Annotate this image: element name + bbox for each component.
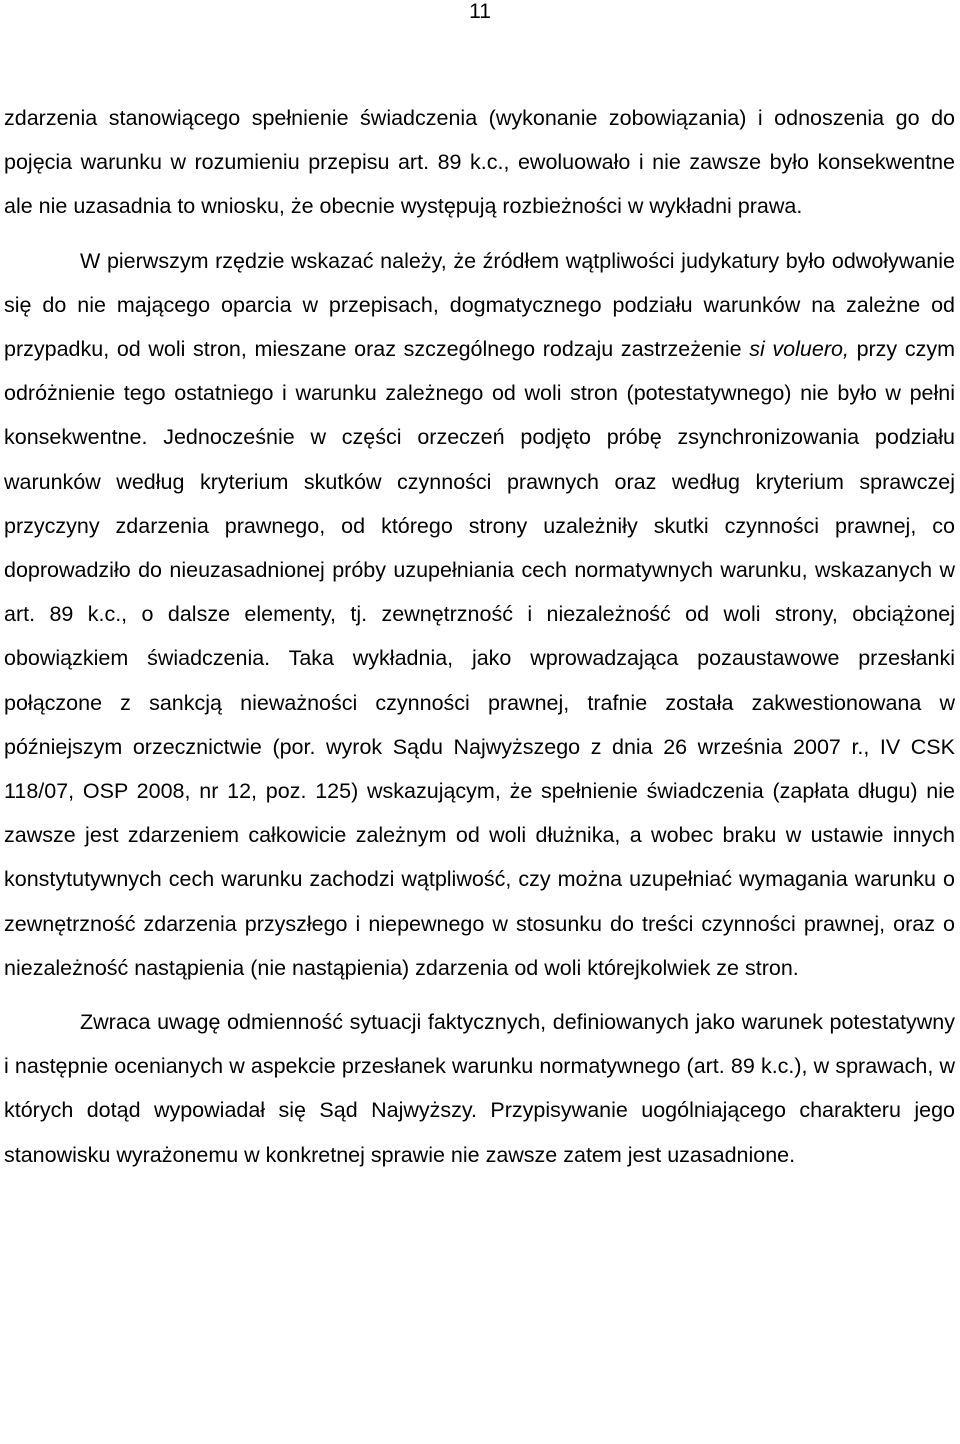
paragraph-2 xyxy=(4,239,955,990)
paragraph-3 xyxy=(4,1000,955,1177)
paragraph-1-text: zdarzenia stanowiącego spełnienie świadczenia (wykonanie zobowiązania) i odnoszenia go do pojęcia warunku w rozumieniu przepisu art. 89 k.c., ewoluowało i nie zawsze było konsekwentne ale nie uzasadnia to wniosku, że obecnie występują rozbieżności w wykładni prawa. xyxy=(4,106,955,219)
paragraph-2-text-2: przy czym odróżnienie tego ostatniego i warunku zależnego od woli stron (potestatywnego) nie było w pełni konsekwentne. Jednocześnie w części orzeczeń podjęto próbę zsynchronizowania podziału warunków według kryterium skutków czynności prawnych oraz według kryterium sprawczej przyczyny zdarzenia prawnego, od którego strony uzależniły skutki czynności prawnej, co doprowadziło do nieuzasadnionej próby uzupełniania cech normatywnych warunku, wskazanych w art. 89 k.c., o dalsze elementy, tj. zewnętrzność i niezależność od woli strony, obciążonej obowiązkiem świadczenia. Taka wykładnia, jako wprowadzająca pozaustawowe przesłanki połączone z sankcją nieważności czynności prawnej, trafnie została zakwestionowana w późniejszym orzecznictwie (por. wyrok Sądu Najwyższego z dnia 26 września 2007 r., IV CSK 118/07, OSP 2008, nr 12, poz. 125) wskazującym, że spełnienie świadczenia (zapłata długu) nie zawsze jest zdarzeniem całkowicie zależnym od woli dłużnika, a wobec braku w ustawie innych konstytutywnych cech warunku zachodzi wątpliwość, czy można uzupełniać wymagania warunku o zewnętrzność zdarzenia przyszłego i niepewnego w stosunku do treści czynności prawnej, oraz o niezależność nastąpienia (nie nastąpienia) zdarzenia od woli którejkolwiek ze stron. xyxy=(4,337,955,980)
latin-term-si-voluero: si voluero, xyxy=(749,337,849,362)
paragraph-2-text-1: W pierwszym rzędzie wskazać należy, że źródłem wątpliwości judykatury było odwoływanie się do nie mającego oparcia w przepisach, dogmatycznego podziału warunków na zależne od przypadku, od woli stron, mieszane oraz szczególnego rodzaju zastrzeżenie xyxy=(4,248,955,362)
paragraph-3-text: Zwraca uwagę odmienność sytuacji faktycznych, definiowanych jako warunek potestatywny i następnie ocenianych w aspekcie przesłanek warunku normatywnego (art. 89 k.c.), w sprawach, w których dotąd wypowiadał się Sąd Najwyższy. Przypisywanie uogólniającego charakteru jego stanowisku wyrażonemu w konkretnej sprawie nie zawsze zatem jest uzasadnione. xyxy=(4,1010,955,1167)
document-body xyxy=(4,96,955,1177)
page-number: 11 xyxy=(469,0,491,23)
paragraph-1 xyxy=(4,96,955,229)
